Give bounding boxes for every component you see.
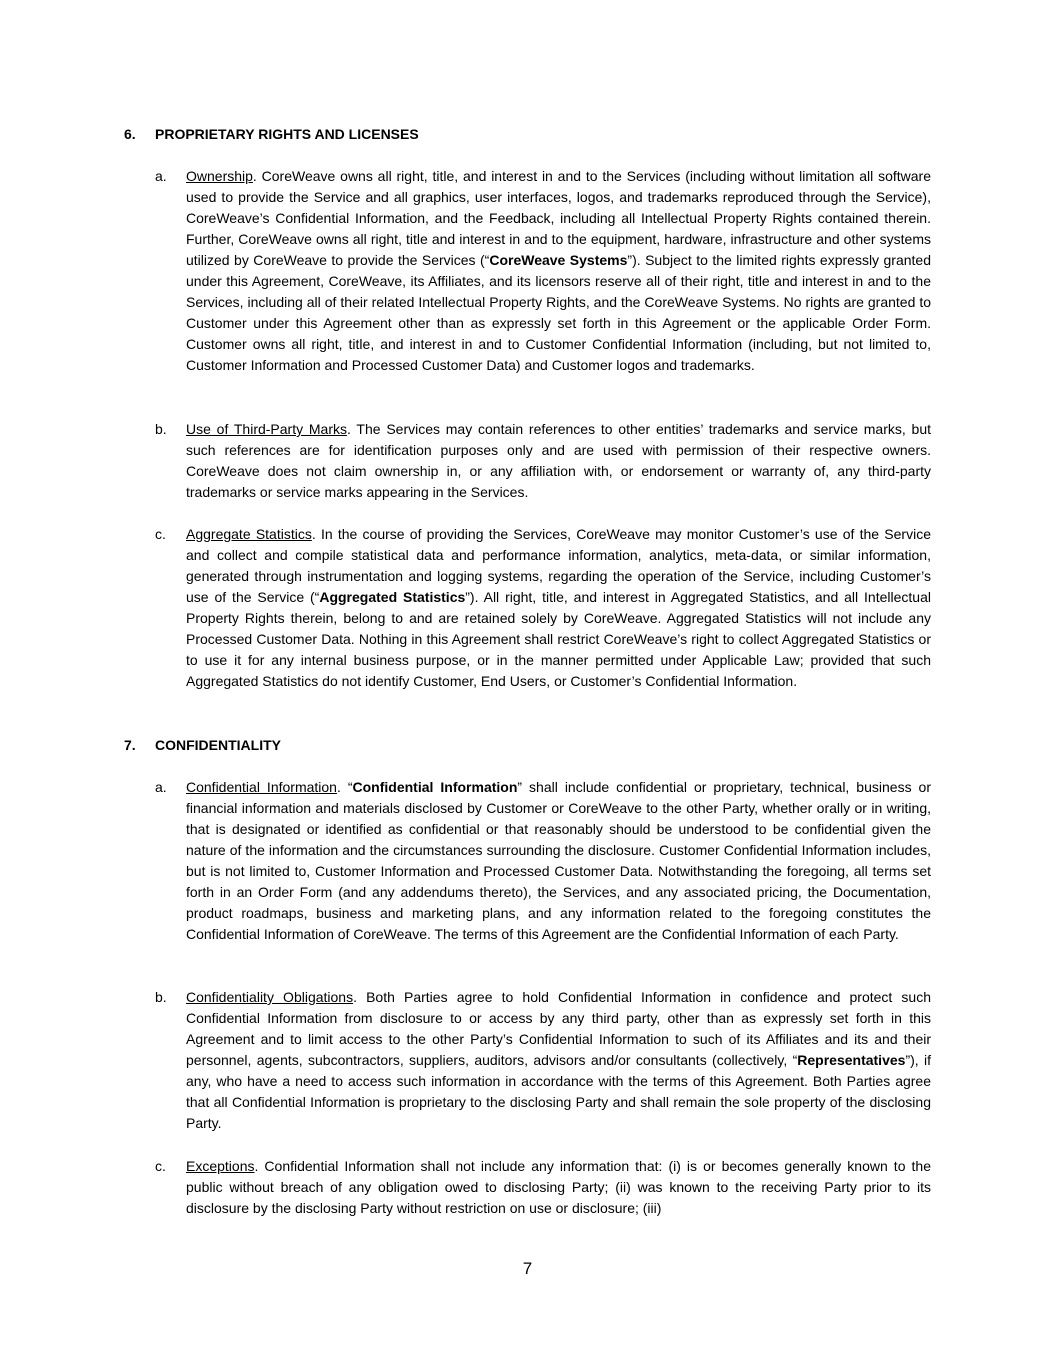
section-7-heading (124, 735, 281, 756)
defined-term: Confidential Information (352, 779, 518, 795)
clause-letter: a. (155, 168, 167, 184)
clause-text: ”), if any, who have a need to access such information in accordance with the terms of this Agreement. Both Parties agree that all Confidential Information is proprietary to the disclosing Party and shall remain the sole property of the disclosing Party. (186, 1052, 931, 1131)
page-number: 7 (522, 1259, 533, 1278)
clause-7c-exceptions (155, 1156, 931, 1219)
clause-body (186, 419, 931, 503)
clause-body (186, 524, 931, 692)
clause-text: . The Services may contain references to other entities’ trademarks and service marks, but such references are for identification purposes only and are used with permission of their respective owners. CoreWeave does not claim ownership in, or any affiliation with, or endorsement or warranty of, any third-party trademarks or service marks appearing in the Services. (186, 421, 931, 500)
clause-heading: Aggregate Statistics (186, 526, 312, 542)
clause-text: ” shall include confidential or proprietary, technical, business or financial information and materials disclosed by Customer or CoreWeave to the other Party, whether orally or in writing, that is designated or identified as confidential or that reasonably should be understood to be confidential given the nature of the information and the circumstances surrounding the disclosure. Customer Confidential Information includes, but is not limited to, Customer Information and Processed Customer Data. Notwithstanding the foregoing, all terms set forth in an Order Form (and any addendums thereto), the Services, and any associated pricing, the Documentation, product roadmaps, business and marketing plans, and any information related to the foregoing constitutes the Confidential Information of CoreWeave. The terms of this Agreement are the Confidential Information of each Party. (186, 779, 932, 942)
clause-body (186, 987, 931, 1134)
clause-text: . “ (336, 779, 353, 795)
clause-text: . Both Parties agree to hold Confidential Information in confidence and protect such Confidential Information from disclosure to or access by any third party, other than as expressly set forth in this Agreement and to limit access to the other Party’s Confidential Information to such of its Affiliates and its and their personnel, agents, subcontractors, suppliers, auditors, advisors and/or consultants (collectively, “ (186, 989, 931, 1068)
clause-heading: Use of Third-Party Marks (186, 421, 347, 437)
section-number: 7. (124, 737, 136, 753)
clause-heading: Ownership (186, 168, 253, 184)
defined-term: CoreWeave Systems (489, 252, 628, 268)
clause-7b-confidentiality-obligations (155, 987, 931, 1134)
clause-letter: a. (155, 779, 167, 795)
clause-6b-third-party-marks (155, 419, 931, 503)
section-title: CONFIDENTIALITY (155, 737, 281, 753)
clause-text: ”). Subject to the limited rights expressly granted under this Agreement, CoreWeave, its Affiliates, and its licensors reserve all of their right, title and interest in and to the Services, including all of their related Intellectual Property Rights, and the CoreWeave Systems. No rights are granted to Customer under this Agreement other than as expressly set forth in this Agreement or the applicable Order Form. Customer owns all right, title, and interest in and to Customer Confidential Information (including, but not limited to, Customer Information and Processed Customer Data) and Customer logos and trademarks. (186, 252, 932, 373)
clause-body (186, 777, 931, 945)
section-title: PROPRIETARY RIGHTS AND LICENSES (155, 126, 419, 142)
clause-text: . Confidential Information shall not include any information that: (i) is or becomes generally known to the public without breach of any obligation owed to disclosing Party; (ii) was known to the receiving Party prior to its disclosure by the disclosing Party without restriction on use or disclosure; (iii) (186, 1158, 931, 1216)
defined-term: Aggregated Statistics (319, 589, 466, 605)
section-number: 6. (124, 126, 136, 142)
clause-letter: c. (155, 526, 166, 542)
clause-body (186, 166, 931, 376)
clause-7a-confidential-information (155, 777, 931, 945)
defined-term: Representatives (797, 1052, 906, 1068)
clause-letter: b. (155, 421, 167, 437)
section-6-heading (124, 124, 419, 145)
clause-text: ”). All right, title, and interest in Aggregated Statistics, and all Intellectual Property Rights therein, belong to and are retained solely by CoreWeave. Aggregated Statistics will not include any Processed Customer Data. Nothing in this Agreement shall restrict CoreWeave’s right to collect Aggregated Statistics or to use it for any internal business purpose, or in the manner permitted under Applicable Law; provided that such Aggregated Statistics do not identify Customer, End Users, or Customer’s Confidential Information. (186, 589, 931, 689)
clause-heading: Confidential Information (186, 779, 337, 795)
clause-letter: c. (155, 1158, 166, 1174)
clause-text: . CoreWeave owns all right, title, and interest in and to the Services (including without limitation all software used to provide the Service and all graphics, user interfaces, logos, and trademarks reproduced through the Service), CoreWeave’s Confidential Information, and the Feedback, including all Intellectual Property Rights contained therein. Further, CoreWeave owns all right, title and interest in and to the equipment, hardware, infrastructure and other systems utilized by CoreWeave to provide the Services (“ (186, 168, 931, 268)
clause-heading: Exceptions (186, 1158, 255, 1174)
clause-6a-ownership (155, 166, 931, 376)
clause-letter: b. (155, 989, 167, 1005)
clause-heading: Confidentiality Obligations (186, 989, 354, 1005)
clause-6c-aggregate-statistics (155, 524, 931, 692)
clause-text: . In the course of providing the Services, CoreWeave may monitor Customer’s use of the Service and collect and compile statistical data and performance information, analytics, meta-data, or similar information, generated through instrumentation and logging systems, regarding the operation of the Service, including Customer’s use of the Service (“ (186, 526, 931, 605)
clause-body (186, 1156, 931, 1219)
